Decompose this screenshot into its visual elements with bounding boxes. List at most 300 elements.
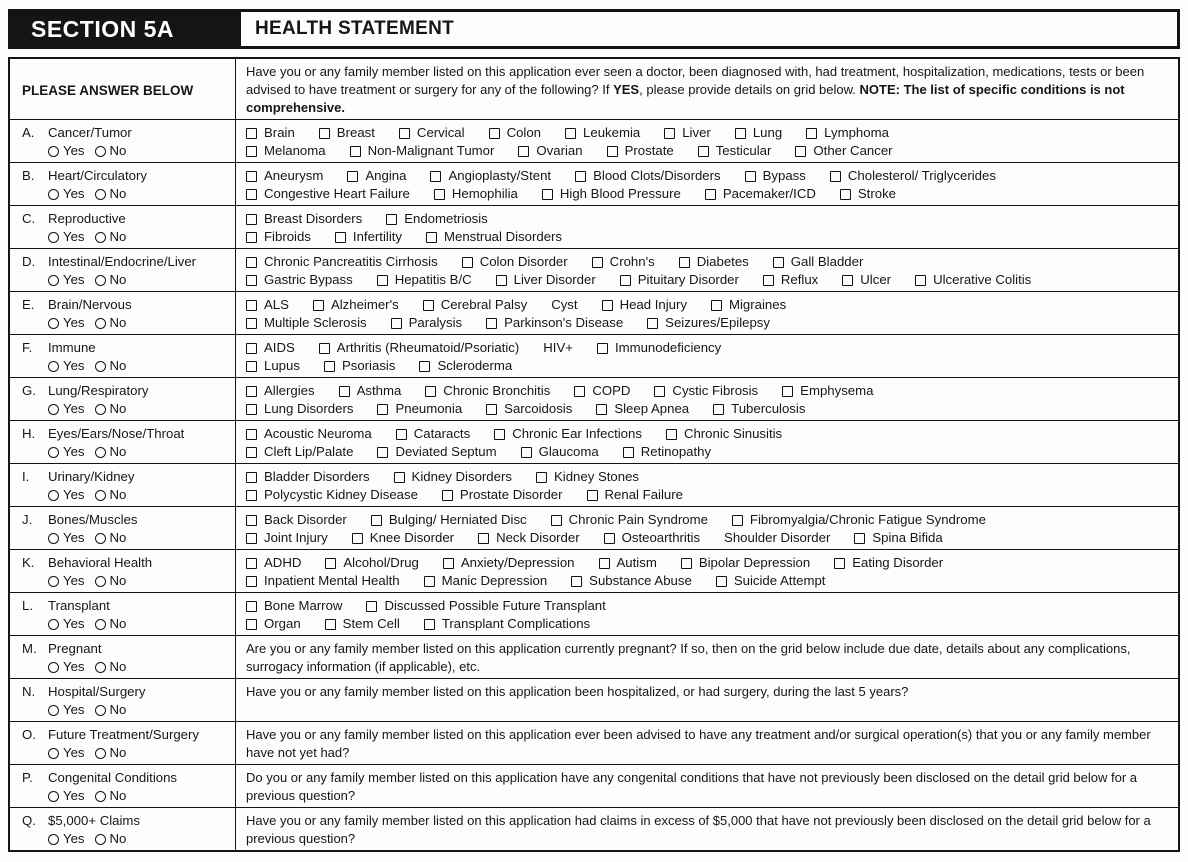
radio-no[interactable]: [95, 533, 106, 544]
checkbox-icon[interactable]: [246, 343, 257, 354]
condition-item[interactable]: [399, 124, 465, 142]
no-option[interactable]: [95, 830, 127, 848]
radio-no[interactable]: [95, 576, 106, 587]
radio-yes[interactable]: [48, 576, 59, 587]
condition-item[interactable]: [518, 142, 582, 160]
checkbox-icon[interactable]: [424, 619, 435, 630]
condition-item[interactable]: [915, 271, 1031, 289]
condition-label: Endometriosis: [404, 211, 488, 226]
condition-item[interactable]: [246, 486, 418, 504]
condition-item[interactable]: [698, 142, 772, 160]
radio-no[interactable]: [95, 748, 106, 759]
checkbox-icon[interactable]: [246, 257, 257, 268]
condition-item[interactable]: [486, 314, 623, 332]
radio-yes[interactable]: [48, 748, 59, 759]
condition-item[interactable]: [716, 572, 826, 590]
checkbox-icon[interactable]: [462, 257, 473, 268]
checkbox-icon[interactable]: [424, 576, 435, 587]
condition-item[interactable]: [246, 253, 438, 271]
no-option[interactable]: [95, 314, 127, 332]
condition-item[interactable]: [386, 210, 488, 228]
condition-label: Breast: [336, 125, 375, 140]
condition-item[interactable]: [430, 167, 551, 185]
radio-yes[interactable]: [48, 404, 59, 415]
yes-option[interactable]: [48, 400, 85, 418]
condition-item[interactable]: [806, 124, 889, 142]
condition-item[interactable]: [571, 572, 692, 590]
no-label: No: [109, 444, 127, 459]
checkbox-icon[interactable]: [394, 472, 405, 483]
checkbox-icon[interactable]: [377, 404, 388, 415]
condition-item[interactable]: [246, 142, 326, 160]
yes-option[interactable]: [48, 142, 85, 160]
no-option[interactable]: [95, 572, 127, 590]
yes-option[interactable]: [48, 572, 85, 590]
no-option[interactable]: [95, 185, 127, 203]
checkbox-icon[interactable]: [795, 146, 806, 157]
checkbox-icon[interactable]: [246, 515, 257, 526]
checkbox-icon[interactable]: [620, 275, 631, 286]
checkbox-icon[interactable]: [830, 171, 841, 182]
yes-option[interactable]: [48, 830, 85, 848]
no-option[interactable]: [95, 658, 127, 676]
checkbox-icon[interactable]: [419, 361, 430, 372]
checkbox-icon[interactable]: [745, 171, 756, 182]
no-option[interactable]: [95, 701, 127, 719]
radio-no[interactable]: [95, 791, 106, 802]
yes-option[interactable]: [48, 314, 85, 332]
condition-item[interactable]: [496, 271, 596, 289]
yes-option[interactable]: [48, 529, 85, 547]
condition-item[interactable]: [377, 271, 472, 289]
condition-item[interactable]: [246, 554, 301, 572]
checkbox-icon[interactable]: [713, 404, 724, 415]
condition-item[interactable]: [352, 529, 454, 547]
checkbox-icon[interactable]: [246, 447, 257, 458]
checkbox-icon[interactable]: [350, 146, 361, 157]
condition-item[interactable]: [489, 124, 541, 142]
condition-label: Fibroids: [264, 229, 311, 244]
condition-item[interactable]: [424, 572, 548, 590]
condition-item[interactable]: [246, 382, 315, 400]
checkbox-icon[interactable]: [391, 318, 402, 329]
checkbox-icon[interactable]: [399, 128, 410, 139]
radio-no[interactable]: [95, 705, 106, 716]
condition-item[interactable]: [246, 572, 400, 590]
condition-item[interactable]: [763, 271, 818, 289]
checkbox-icon[interactable]: [551, 515, 562, 526]
condition-item[interactable]: [782, 382, 873, 400]
condition-item[interactable]: [426, 228, 562, 246]
radio-yes[interactable]: [48, 146, 59, 157]
checkbox-icon[interactable]: [536, 472, 547, 483]
checkbox-icon[interactable]: [666, 429, 677, 440]
checkbox-icon[interactable]: [430, 171, 441, 182]
checkbox-icon[interactable]: [426, 232, 437, 243]
condition-item[interactable]: [574, 382, 630, 400]
condition-item[interactable]: [597, 339, 721, 357]
no-option[interactable]: [95, 443, 127, 461]
condition-item[interactable]: [339, 382, 402, 400]
condition-label: Osteoarthritis: [621, 530, 701, 545]
checkbox-icon[interactable]: [486, 318, 497, 329]
condition-item[interactable]: [599, 554, 657, 572]
condition-item[interactable]: [246, 597, 342, 615]
checkbox-icon[interactable]: [442, 490, 453, 501]
checkbox-icon[interactable]: [840, 189, 851, 200]
condition-item[interactable]: [705, 185, 816, 203]
condition-item[interactable]: [246, 400, 353, 418]
no-option[interactable]: [95, 271, 127, 289]
checkbox-icon[interactable]: [434, 189, 445, 200]
table-row: [10, 635, 1178, 678]
radio-no[interactable]: [95, 447, 106, 458]
checkbox-icon[interactable]: [735, 128, 746, 139]
no-option[interactable]: [95, 400, 127, 418]
checkbox-icon[interactable]: [246, 275, 257, 286]
checkbox-icon[interactable]: [664, 128, 675, 139]
condition-item[interactable]: [246, 124, 295, 142]
radio-no[interactable]: [95, 619, 106, 630]
checkbox-icon[interactable]: [679, 257, 690, 268]
radio-no[interactable]: [95, 318, 106, 329]
condition-label: HIV+: [543, 340, 573, 355]
condition-item[interactable]: [424, 615, 590, 633]
checkbox-icon[interactable]: [711, 300, 722, 311]
condition-item[interactable]: [551, 511, 708, 529]
checkbox-icon[interactable]: [246, 490, 257, 501]
checkbox-icon[interactable]: [347, 171, 358, 182]
condition-item[interactable]: [324, 357, 396, 375]
condition-item[interactable]: [623, 443, 711, 461]
checkbox-icon[interactable]: [773, 257, 784, 268]
condition-item[interactable]: [830, 167, 996, 185]
checkbox-icon[interactable]: [246, 361, 257, 372]
checkbox-icon[interactable]: [587, 490, 598, 501]
condition-item[interactable]: [246, 210, 362, 228]
condition-item[interactable]: [246, 468, 370, 486]
checkbox-icon[interactable]: [698, 146, 709, 157]
condition-item: [724, 529, 830, 547]
condition-item[interactable]: [371, 511, 527, 529]
condition-item[interactable]: [246, 339, 295, 357]
no-option[interactable]: [95, 615, 127, 633]
yes-option[interactable]: [48, 271, 85, 289]
checkbox-icon[interactable]: [246, 214, 257, 225]
condition-item[interactable]: [396, 425, 470, 443]
yes-option[interactable]: [48, 357, 85, 375]
condition-item[interactable]: [666, 425, 782, 443]
checkbox-icon[interactable]: [854, 533, 865, 544]
checkbox-icon[interactable]: [602, 300, 613, 311]
checkbox-icon[interactable]: [246, 429, 257, 440]
condition-item[interactable]: [647, 314, 770, 332]
yes-option[interactable]: [48, 744, 85, 762]
condition-item[interactable]: [246, 615, 301, 633]
radio-yes[interactable]: [48, 232, 59, 243]
radio-yes[interactable]: [48, 361, 59, 372]
checkbox-icon[interactable]: [325, 558, 336, 569]
condition-item[interactable]: [596, 400, 689, 418]
radio-no[interactable]: [95, 232, 106, 243]
checkbox-icon[interactable]: [246, 318, 257, 329]
condition-item[interactable]: [246, 425, 372, 443]
condition-item[interactable]: [246, 314, 367, 332]
radio-yes[interactable]: [48, 189, 59, 200]
checkbox-icon[interactable]: [246, 189, 257, 200]
condition-item[interactable]: [425, 382, 550, 400]
checkbox-icon[interactable]: [371, 515, 382, 526]
yes-option[interactable]: [48, 658, 85, 676]
radio-yes[interactable]: [48, 533, 59, 544]
checkbox-icon[interactable]: [443, 558, 454, 569]
checkbox-icon[interactable]: [592, 257, 603, 268]
checkbox-icon[interactable]: [494, 429, 505, 440]
radio-no[interactable]: [95, 361, 106, 372]
condition-item[interactable]: [575, 167, 721, 185]
condition-item[interactable]: [246, 228, 311, 246]
checkbox-icon[interactable]: [339, 386, 350, 397]
condition-item[interactable]: [587, 486, 683, 504]
checkbox-icon[interactable]: [732, 515, 743, 526]
condition-item[interactable]: [620, 271, 739, 289]
checkbox-icon[interactable]: [565, 128, 576, 139]
checkbox-icon[interactable]: [571, 576, 582, 587]
checkbox-icon[interactable]: [366, 601, 377, 612]
checkbox-icon[interactable]: [313, 300, 324, 311]
condition-item[interactable]: [246, 529, 328, 547]
yes-option[interactable]: [48, 701, 85, 719]
checkbox-icon[interactable]: [623, 447, 634, 458]
condition-item[interactable]: [246, 185, 410, 203]
checkbox-icon[interactable]: [806, 128, 817, 139]
no-option[interactable]: [95, 357, 127, 375]
radio-no[interactable]: [95, 404, 106, 415]
checkbox-icon[interactable]: [489, 128, 500, 139]
checkbox-icon[interactable]: [716, 576, 727, 587]
checkbox-icon[interactable]: [575, 171, 586, 182]
yes-option[interactable]: [48, 486, 85, 504]
radio-yes[interactable]: [48, 275, 59, 286]
checkbox-icon[interactable]: [604, 533, 615, 544]
checkbox-icon[interactable]: [521, 447, 532, 458]
yes-option[interactable]: [48, 615, 85, 633]
condition-item[interactable]: [325, 615, 400, 633]
condition-item[interactable]: [713, 400, 805, 418]
checkbox-icon[interactable]: [246, 601, 257, 612]
radio-yes[interactable]: [48, 318, 59, 329]
condition-item[interactable]: [394, 468, 512, 486]
condition-item[interactable]: [521, 443, 599, 461]
radio-no[interactable]: [95, 189, 106, 200]
condition-item[interactable]: [347, 167, 406, 185]
conditions-line: [246, 167, 1170, 185]
yes-option[interactable]: [48, 228, 85, 246]
checkbox-icon[interactable]: [325, 619, 336, 630]
condition-item[interactable]: [377, 400, 462, 418]
condition-item[interactable]: [565, 124, 640, 142]
condition-item[interactable]: [246, 271, 353, 289]
condition-item[interactable]: [735, 124, 782, 142]
radio-no[interactable]: [95, 146, 106, 157]
radio-yes[interactable]: [48, 662, 59, 673]
condition-item[interactable]: [246, 357, 300, 375]
condition-item[interactable]: [664, 124, 711, 142]
checkbox-icon[interactable]: [246, 619, 257, 630]
checkbox-icon[interactable]: [423, 300, 434, 311]
condition-item[interactable]: [462, 253, 568, 271]
checkbox-icon[interactable]: [246, 171, 257, 182]
radio-yes[interactable]: [48, 705, 59, 716]
checkbox-icon[interactable]: [386, 214, 397, 225]
row-conditions-cell: [236, 120, 1178, 162]
checkbox-icon[interactable]: [246, 472, 257, 483]
condition-item[interactable]: [442, 486, 563, 504]
condition-item[interactable]: [795, 142, 892, 160]
condition-item[interactable]: [246, 296, 289, 314]
condition-item[interactable]: [607, 142, 674, 160]
condition-item[interactable]: [335, 228, 402, 246]
condition-item[interactable]: [377, 443, 496, 461]
condition-item[interactable]: [679, 253, 749, 271]
condition-item[interactable]: [319, 339, 519, 357]
no-option[interactable]: [95, 744, 127, 762]
checkbox-icon[interactable]: [496, 275, 507, 286]
checkbox-icon[interactable]: [246, 128, 257, 139]
checkbox-icon[interactable]: [324, 361, 335, 372]
condition-label: Alzheimer's: [330, 297, 399, 312]
condition-item[interactable]: [246, 167, 323, 185]
checkbox-icon[interactable]: [246, 558, 257, 569]
condition-item[interactable]: [350, 142, 495, 160]
condition-item[interactable]: [419, 357, 512, 375]
radio-no[interactable]: [95, 490, 106, 501]
checkbox-icon[interactable]: [246, 386, 257, 397]
conditions-line: [246, 468, 1170, 486]
yes-option[interactable]: [48, 787, 85, 805]
condition-item[interactable]: [732, 511, 986, 529]
checkbox-icon[interactable]: [597, 343, 608, 354]
condition-item[interactable]: [536, 468, 639, 486]
checkbox-icon[interactable]: [319, 128, 330, 139]
checkbox-icon[interactable]: [425, 386, 436, 397]
condition-item[interactable]: [840, 185, 896, 203]
condition-item[interactable]: [592, 253, 655, 271]
checkbox-icon[interactable]: [246, 300, 257, 311]
condition-item[interactable]: [681, 554, 810, 572]
checkbox-icon[interactable]: [542, 189, 553, 200]
condition-item[interactable]: [542, 185, 681, 203]
checkbox-icon[interactable]: [681, 558, 692, 569]
condition-item[interactable]: [854, 529, 942, 547]
condition-item[interactable]: [494, 425, 642, 443]
radio-yes[interactable]: [48, 447, 59, 458]
checkbox-icon[interactable]: [915, 275, 926, 286]
checkbox-icon[interactable]: [518, 146, 529, 157]
condition-item[interactable]: [434, 185, 518, 203]
condition-item[interactable]: [391, 314, 463, 332]
checkbox-icon[interactable]: [335, 232, 346, 243]
condition-item[interactable]: [366, 597, 605, 615]
radio-yes[interactable]: [48, 834, 59, 845]
checkbox-icon[interactable]: [377, 275, 388, 286]
yes-option[interactable]: [48, 185, 85, 203]
conditions-line: [246, 443, 1170, 461]
checkbox-icon[interactable]: [705, 189, 716, 200]
checkbox-icon[interactable]: [246, 232, 257, 243]
yes-option[interactable]: [48, 443, 85, 461]
no-option[interactable]: [95, 787, 127, 805]
condition-item[interactable]: [604, 529, 700, 547]
condition-item[interactable]: [842, 271, 891, 289]
checkbox-icon[interactable]: [478, 533, 489, 544]
condition-item[interactable]: [319, 124, 375, 142]
radio-yes[interactable]: [48, 619, 59, 630]
condition-label: Ovarian: [536, 143, 583, 158]
condition-label: Polycystic Kidney Disease: [264, 487, 418, 502]
radio-no[interactable]: [95, 662, 106, 673]
condition-item[interactable]: [602, 296, 687, 314]
condition-item[interactable]: [834, 554, 943, 572]
condition-item[interactable]: [745, 167, 806, 185]
no-option[interactable]: [95, 228, 127, 246]
radio-no[interactable]: [95, 834, 106, 845]
checkbox-icon[interactable]: [599, 558, 610, 569]
condition-item[interactable]: [325, 554, 419, 572]
checkbox-icon[interactable]: [763, 275, 774, 286]
condition-item[interactable]: [313, 296, 399, 314]
checkbox-icon[interactable]: [842, 275, 853, 286]
no-option[interactable]: [95, 486, 127, 504]
condition-label: Eating Disorder: [852, 555, 944, 570]
condition-item[interactable]: [443, 554, 575, 572]
condition-item[interactable]: [423, 296, 528, 314]
checkbox-icon[interactable]: [574, 386, 585, 397]
checkbox-icon[interactable]: [246, 146, 257, 157]
checkbox-icon[interactable]: [486, 404, 497, 415]
row-category: Congenital Conditions: [48, 770, 178, 785]
row-conditions-cell: [236, 722, 1178, 764]
checkbox-icon[interactable]: [246, 533, 257, 544]
checkbox-icon[interactable]: [834, 558, 845, 569]
condition-item[interactable]: [246, 443, 353, 461]
condition-item[interactable]: [654, 382, 758, 400]
checkbox-icon[interactable]: [596, 404, 607, 415]
row-conditions-cell: [236, 163, 1178, 205]
checkbox-icon[interactable]: [377, 447, 388, 458]
condition-item[interactable]: [246, 511, 347, 529]
checkbox-icon[interactable]: [396, 429, 407, 440]
no-option[interactable]: [95, 529, 127, 547]
radio-yes[interactable]: [48, 490, 59, 501]
checkbox-icon[interactable]: [246, 404, 257, 415]
radio-no[interactable]: [95, 275, 106, 286]
checkbox-icon[interactable]: [647, 318, 658, 329]
checkbox-icon[interactable]: [246, 576, 257, 587]
no-option[interactable]: [95, 142, 127, 160]
checkbox-icon[interactable]: [319, 343, 330, 354]
condition-item[interactable]: [478, 529, 580, 547]
condition-item[interactable]: [711, 296, 786, 314]
checkbox-icon[interactable]: [782, 386, 793, 397]
condition-item[interactable]: [486, 400, 572, 418]
radio-yes[interactable]: [48, 791, 59, 802]
condition-item[interactable]: [773, 253, 864, 271]
checkbox-icon[interactable]: [352, 533, 363, 544]
yes-no-options: [48, 615, 229, 633]
checkbox-icon[interactable]: [654, 386, 665, 397]
checkbox-icon[interactable]: [607, 146, 618, 157]
